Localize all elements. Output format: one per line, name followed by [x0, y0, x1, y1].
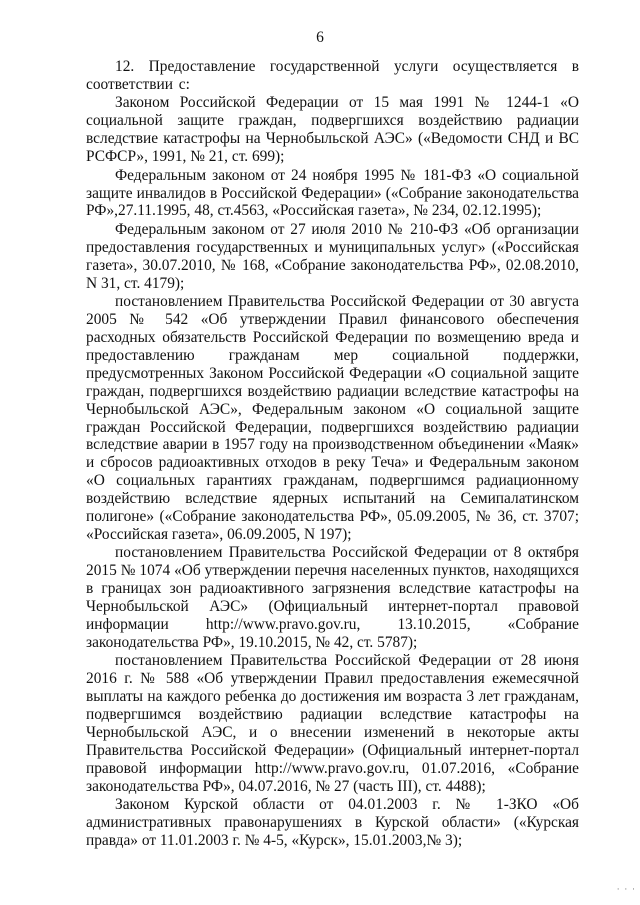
paragraph-decree-588: постановлением Правительства Российской Федерации от 28 июня 2016 г. № 588 «Об утверждении Правил предоставления ежемесячной выплаты на каждого ребенка до достижения им возраста 3 лет гражданам, подвергшимся воздействию радиации вследствие катастрофы на Чернобыльской АЭС, и о внесении изменений в некоторые акты Правительства Российской Федерации» (Официальный интернет-портал правовой информации http://www.pravo.gov.ru, 01.07.2016, «Собрание законодательства РФ», 04.07.2016, № 27 (часть III), ст. 4488); [86, 652, 579, 795]
document-body [86, 58, 579, 851]
paragraph-intro: 12. Предоставление государственной услуги осуществляется в соответствии с: [86, 58, 579, 93]
paragraph-law-210-fz: Федеральным законом от 27 июля 2010 № 210-ФЗ «Об организации предоставления государственных и муниципальных услуг» («Российская газета», 30.07.2010, № 168, «Собрание законодательства РФ», 02.08.2010, N 31, ст. 4179); [86, 220, 579, 292]
paragraph-law-kursk-1-zko: Законом Курской области от 04.01.2003 г. № 1-ЗКО «Об административных правонарушениях в Курской области» («Курская правда» от 11.01.2003 г. № 4-5, «Курск», 15.01.2003,№ 3); [86, 796, 579, 850]
paragraph-decree-1074: постановлением Правительства Российской Федерации от 8 октября 2015 № 1074 «Об утверждении перечня населенных пунктов, находящихся в границах зон радиоактивного загрязнения вследствие катастрофы на Чернобыльской АЭС» (Официальный интернет-портал правовой информации http://www.pravo.gov.ru, 13.10.2015, «Собрание законодательства РФ», 19.10.2015, № 42, ст. 5787); [86, 544, 579, 651]
paragraph-decree-542: постановлением Правительства Российской Федерации от 30 августа 2005 № 542 «Об утверждении Правил финансового обеспечения расходных обязательств Российской Федерации по возмещению вреда и предоставлению гражданам мер социальной поддержки, предусмотренных Законом Российской Федерации «О социальной защите граждан, подвергшихся воздействию радиации вследствие катастрофы на Чернобыльской АЭС», Федеральным законом «О социальной защите граждан Российской Федерации, подвергшихся воздействию радиации вследствие аварии в 1957 году на производственном объединении «Маяк» и сбросов радиоактивных отходов в реку Теча» и Федеральным законом «О социальных гарантиях гражданам, подвергшимся радиационному воздействию вследствие ядерных испытаний на Семипалатинском полигоне» («Собрание законодательства РФ», 05.09.2005, № 36, ст. 3707; «Российская газета», 06.09.2005, N 197); [86, 293, 579, 543]
paragraph-law-181-fz: Федеральным законом от 24 ноября 1995 № 181-ФЗ «О социальной защите инвалидов в Российской Федерации» («Собрание законодательства РФ»,27.11.1995, 48, ст.4563, «Российская газета», № 234, 02.12.1995); [86, 166, 579, 220]
scan-edge-mark: · · · [616, 885, 636, 895]
paragraph-law-1244-1: Законом Российской Федерации от 15 мая 1991 № 1244-1 «О социальной защите граждан, подвергшихся воздействию радиации вследствие катастрофы на Чернобыльской АЭС» («Ведомости СНД и ВС РСФСР», 1991, № 21, ст. 699); [86, 94, 579, 166]
page-number: 6 [316, 29, 324, 46]
